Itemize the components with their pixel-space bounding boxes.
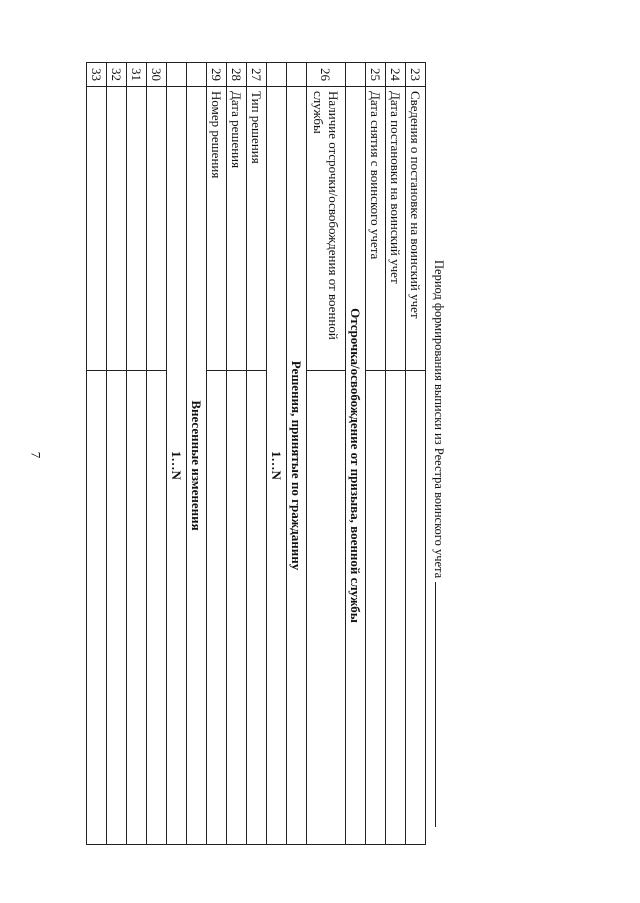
section-heading: Отсрочка/освобождение от призыва, военной службы: [346, 87, 366, 845]
field-label: [107, 87, 127, 371]
field-label: [127, 87, 147, 371]
empty-cell: [187, 63, 207, 87]
field-value-cell: [227, 371, 247, 845]
page-number: 7: [28, 451, 44, 459]
section-row: [346, 63, 366, 845]
field-label: [147, 87, 167, 371]
row-number: 24: [386, 63, 406, 87]
field-row: [127, 63, 147, 845]
row-number: 29: [207, 63, 227, 87]
register-form-table: [86, 62, 426, 845]
field-row: [87, 63, 107, 845]
section-heading: 1…N: [167, 87, 187, 845]
footer-note: [431, 260, 446, 860]
field-value-cell: [247, 371, 267, 845]
empty-cell: [346, 63, 366, 87]
row-number: 31: [127, 63, 147, 87]
field-row: [307, 63, 346, 845]
field-label: Наличие отсрочки/освобождения от военной службы: [307, 87, 346, 371]
section-row: [287, 63, 307, 845]
row-number: 25: [366, 63, 386, 87]
field-row: [147, 63, 167, 845]
row-number: 26: [307, 63, 346, 87]
section-row: [267, 63, 287, 845]
field-row: [366, 63, 386, 845]
field-value-cell: [87, 371, 107, 845]
row-number: 27: [247, 63, 267, 87]
field-value-cell: [127, 371, 147, 845]
field-label: Сведения о постановке на воинский учет: [406, 87, 426, 371]
field-value-cell: [386, 371, 406, 845]
row-number: 23: [406, 63, 426, 87]
field-label: Дата решения: [227, 87, 247, 371]
section-heading: 1…N: [267, 87, 287, 845]
field-value-cell: [366, 371, 386, 845]
field-row: [207, 63, 227, 845]
field-row: [406, 63, 426, 845]
field-label: Дата снятия с воинского учета: [366, 87, 386, 371]
signature-line: [435, 582, 446, 827]
row-number: 32: [107, 63, 127, 87]
field-label: Номер решения: [207, 87, 227, 371]
row-number: 30: [147, 63, 167, 87]
field-label: Тип решения: [247, 87, 267, 371]
section-row: [187, 63, 207, 845]
row-number: 28: [227, 63, 247, 87]
empty-cell: [167, 63, 187, 87]
section-row: [167, 63, 187, 845]
field-value-cell: [107, 371, 127, 845]
field-value-cell: [406, 371, 426, 845]
footer-text: Период формирования выписки из Реестра воинского учета: [432, 260, 446, 579]
field-row: [386, 63, 406, 845]
section-heading: Решения, принятые по гражданину: [287, 87, 307, 845]
field-value-cell: [207, 371, 227, 845]
field-row: [227, 63, 247, 845]
field-label: [87, 87, 107, 371]
section-heading: Внесенные изменения: [187, 87, 207, 845]
field-row: [247, 63, 267, 845]
field-value-cell: [307, 371, 346, 845]
row-number: 33: [87, 63, 107, 87]
empty-cell: [287, 63, 307, 87]
form-grid: [86, 62, 426, 845]
field-value-cell: [147, 371, 167, 845]
field-label: Дата постановки на воинский учет: [386, 87, 406, 371]
empty-cell: [267, 63, 287, 87]
field-row: [107, 63, 127, 845]
